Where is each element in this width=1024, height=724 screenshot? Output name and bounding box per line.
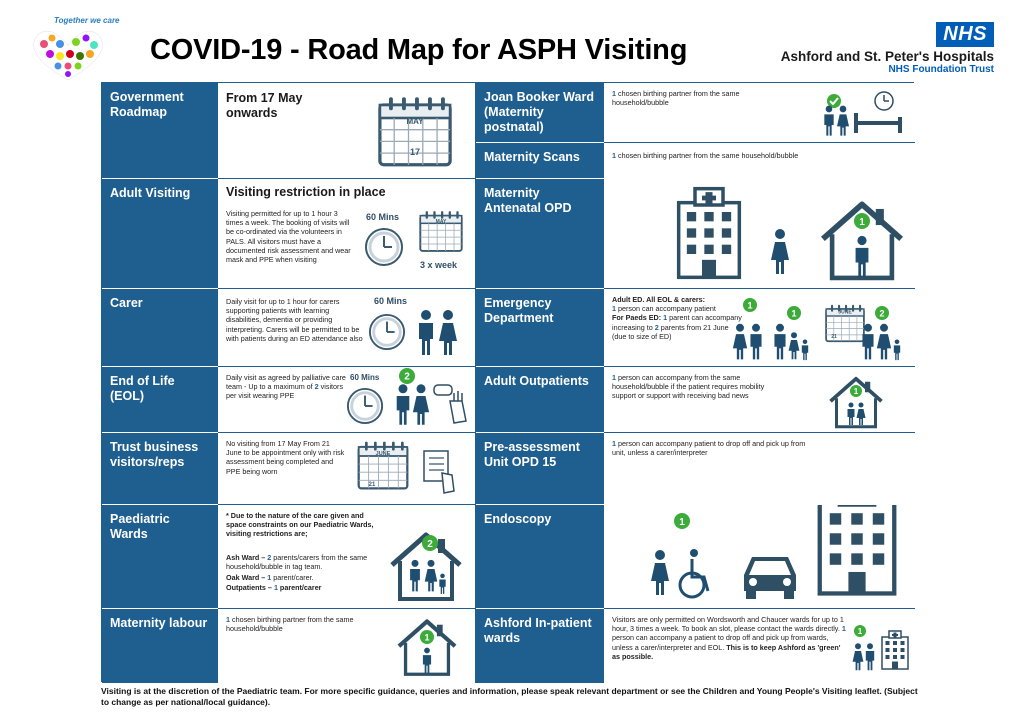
trust-text: No visiting from 17 May From 21 June to be appointment only with risk assessment being completed and PPE being worn: [226, 439, 345, 476]
paed-badge-num: 2: [427, 539, 433, 550]
label-adult-visiting: Adult Visiting: [102, 179, 218, 289]
paed-outpatients: [226, 583, 376, 592]
cell-maternity-scans: [604, 143, 915, 179]
ash-text: parents/carers from the same household/bubble in tag team.: [226, 553, 368, 572]
cell-endoscopy: [604, 505, 915, 609]
label-maternity-labour: Maternity labour: [102, 609, 218, 683]
labour-badge-num: 1: [424, 632, 430, 643]
cell-ashford-inpatient: [604, 609, 915, 683]
oak-sep: –: [259, 573, 268, 582]
heart-of-people-icon: [30, 26, 106, 82]
ward-drop-off-icon: [852, 621, 912, 677]
preassess-text-body: person can accompany patient to drop off and pick up from unit, unless a carer/interpreter: [612, 439, 806, 458]
trust-subtitle: NHS Foundation Trust: [888, 64, 994, 75]
roadmap-heading: From 17 May onwards: [226, 91, 303, 120]
adult-frequency: 3 x week: [420, 260, 458, 270]
label-carer: Carer: [102, 289, 218, 367]
ed-badge3: 2: [879, 308, 885, 319]
woman-icon: [438, 309, 458, 357]
ashford-text-mid: person can accompany a patient to drop off and pick up from wards, unless a carer/interpreter and EOL.: [612, 633, 829, 652]
label-adult-outpatients: Adult Outpatients: [476, 367, 604, 433]
adult-text: Visiting permitted for up to 1 hour 3 times a week. The booking of visits will be co-ordinated via the volunteers in PALS. All visitors must have a documented risk assessment and wear mask and PPE when visiting: [226, 209, 351, 265]
labour-text-body: chosen birthing partner from the same household/bubble: [226, 615, 354, 634]
ed-line1: Adult ED. All EOL & carers:: [612, 295, 706, 304]
postnatal-bed-icon: [822, 91, 910, 139]
ed-calendar-month: JUNE: [838, 309, 852, 316]
adult-clock-label: 60 Mins: [366, 212, 400, 222]
person-icon: [394, 383, 412, 427]
ashford-num: 1: [841, 624, 846, 634]
logo-tagline: Together we care: [54, 16, 120, 25]
carer-clock-label: 60 Mins: [374, 296, 408, 306]
clock-icon: [346, 387, 384, 425]
risk-assessment-icon: [420, 447, 460, 495]
ash-name: Ash Ward: [226, 553, 260, 562]
ed-paeds-label: For Paeds ED:: [612, 313, 664, 323]
house-icon: [826, 371, 886, 429]
out-text: parent/carer: [277, 583, 322, 592]
visiting-grid: [101, 82, 914, 682]
label-government-roadmap: Government Roadmap: [102, 83, 218, 179]
eol-badge-num: 2: [404, 371, 410, 383]
label-paediatric-wards: Paediatric Wards: [102, 505, 218, 609]
label-trust-business: Trust business visitors/reps: [102, 433, 218, 505]
ed-line2: person can accompany patient: [616, 304, 716, 314]
labour-text: [226, 615, 386, 633]
cell-paediatric-wards: [218, 505, 476, 609]
label-maternity-antenatal: Maternity Antenatal OPD: [476, 179, 604, 289]
scans-num: 1: [612, 151, 616, 160]
carer-text: Daily visit for up to 1 hour for carers supporting patients with learning disabilities, dementia or providing interpreting. Carers will be permitted to be with patients during an ED attendance also: [226, 297, 363, 343]
ed-paeds-num: 1: [663, 313, 668, 323]
person-icon: [416, 309, 436, 357]
ed-paeds-num2: 2: [654, 322, 659, 332]
paed-ash: [226, 553, 376, 571]
outpatients-text: [612, 373, 772, 401]
preassess-text: [612, 439, 812, 457]
ed-text: [612, 295, 742, 341]
ash-num: 2: [267, 553, 272, 562]
house-icon: [816, 189, 908, 285]
calendar-month: JUNE: [375, 451, 391, 457]
calendar-icon: [356, 439, 410, 491]
label-endoscopy: Endoscopy: [476, 505, 604, 609]
ed-paeds-text2: parents from 21 June (due to size of ED): [612, 322, 729, 341]
joan-text: [612, 89, 792, 107]
cell-maternity-labour: [218, 609, 476, 683]
eol-clock-label: 60 Mins: [350, 373, 380, 382]
oak-num: 1: [267, 573, 272, 582]
woman-icon: [412, 383, 430, 427]
eol-text-post: visitors per visit wearing PPE: [226, 382, 344, 401]
ed-paeds-text: parent can accompany increasing to: [612, 313, 742, 332]
eol-num: 2: [314, 382, 319, 392]
ed-line2-num: 1: [612, 304, 616, 314]
oak-name: Oak Ward: [226, 573, 260, 582]
woman-wheelchair-icon: [644, 511, 714, 603]
out-num: 1: [273, 583, 278, 592]
cell-adult-visiting: [218, 179, 476, 289]
cell-joan-booker-ward: [604, 83, 915, 143]
ashford-text-bold: This is to keep Ashford as 'green' as possible.: [612, 642, 841, 661]
endoscopy-badge-num: 1: [679, 517, 685, 528]
out-sep: –: [265, 583, 274, 592]
ed-badge2: 1: [791, 308, 797, 319]
scans-text: [612, 151, 902, 160]
cell-end-of-life: [218, 367, 476, 433]
ppe-gloves-mask-icon: [432, 381, 472, 425]
label-joan-booker-ward: Joan Booker Ward (Maternity postnatal): [476, 83, 604, 143]
hospital-icon: [814, 505, 900, 605]
calendar-icon: [376, 91, 454, 171]
footer-note: Visiting is at the discretion of the Paediatric team. For more specific guidance, queries and information, please speak relevant department or see the Children and Young People's Visiting leaflet. (Subject to change as per national/local guidance).: [101, 686, 918, 707]
joan-num: 1: [612, 89, 616, 98]
pregnant-woman-icon: [770, 223, 790, 281]
paed-intro: * Due to the nature of the care given and space constraints on our Paediatric Wards, visiting restrictions are;: [226, 511, 374, 539]
preassess-num: 1: [612, 439, 616, 448]
trust-name: Ashford and St. Peter's Hospitals: [780, 49, 994, 64]
house-icon: [394, 613, 460, 677]
out-name: Outpatients: [226, 583, 266, 592]
calendar-month: MAY: [435, 219, 447, 225]
cell-carer: [218, 289, 476, 367]
label-maternity-scans: Maternity Scans: [476, 143, 604, 179]
cell-adult-outpatients: [604, 367, 915, 433]
calendar-month: MAY: [406, 117, 424, 126]
calendar-day: 21: [368, 482, 376, 488]
eol-text: [226, 373, 346, 401]
oak-text: parent/carer.: [271, 573, 314, 582]
label-ashford-inpatient: Ashford In-patient wards: [476, 609, 604, 683]
ed-people-icon: [728, 297, 912, 363]
eol-text-pre: Daily visit as agreed by palliative care team - Up to a maximum of: [226, 373, 346, 392]
clock-icon: [364, 227, 404, 267]
label-emergency-department: Emergency Department: [476, 289, 604, 367]
joan-text-body: chosen birthing partner from the same household/bubble: [612, 89, 740, 108]
cell-trust-business: [218, 433, 476, 505]
hospital-icon: [674, 183, 744, 283]
calendar-day: 17: [409, 147, 421, 157]
page-title: COVID-19 - Road Map for ASPH Visiting: [150, 34, 688, 66]
ashford-text: [612, 615, 846, 661]
ashford-text-pre: Visitors are only permitted on Wordsworth and Chaucer wards for up to 1 hour, 3 times a week. To book an slot, please contact the wards directly.: [612, 615, 844, 634]
cell-pre-assessment: [604, 433, 915, 505]
scans-text-body: chosen birthing partner from the same household/bubble: [616, 151, 799, 160]
label-pre-assessment: Pre-assessment Unit OPD 15: [476, 433, 604, 505]
labour-num: 1: [226, 615, 230, 624]
ed-calendar-day: 21: [831, 334, 837, 340]
visitors-badge: [398, 367, 416, 385]
clock-icon: [368, 313, 406, 351]
calendar-icon: [418, 209, 464, 253]
cell-maternity-antenatal: [604, 179, 915, 289]
family-house-icon: [386, 519, 466, 603]
ashford-badge-num: 1: [857, 627, 863, 636]
ed-badge1: 1: [747, 300, 753, 311]
cell-emergency-department: [604, 289, 915, 367]
antenatal-badge-num: 1: [859, 217, 865, 228]
label-end-of-life: End of Life (EOL): [102, 367, 218, 433]
outpatients-text-body: person can accompany from the same household/bubble if the patient requires mobility support or support with receiving bad news: [612, 373, 765, 401]
outpatients-badge-num: 1: [853, 387, 859, 396]
paed-oak: [226, 573, 376, 582]
nhs-badge: NHS: [936, 22, 994, 47]
nhs-trust-logo: [764, 22, 994, 75]
outpatients-num: 1: [612, 373, 616, 382]
ash-sep: –: [259, 553, 268, 562]
adult-heading: Visiting restriction in place: [226, 185, 386, 199]
car-icon: [738, 545, 802, 601]
together-we-care-logo: [28, 14, 120, 84]
cell-government-roadmap: [218, 83, 476, 179]
